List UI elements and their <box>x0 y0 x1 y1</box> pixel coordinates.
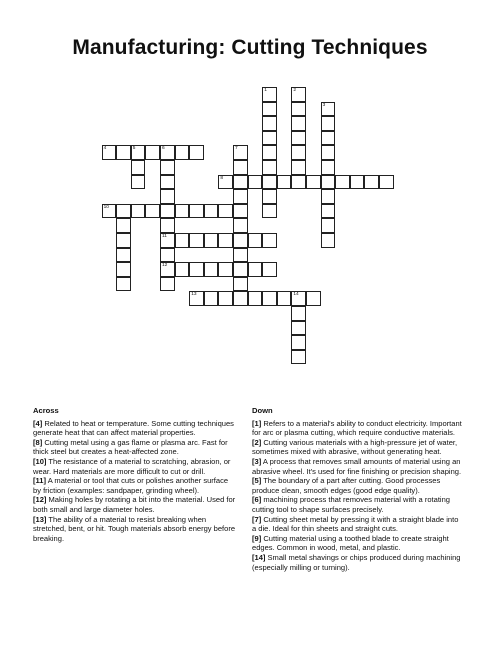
grid-cell[interactable] <box>102 204 117 219</box>
grid-cell[interactable] <box>306 291 321 306</box>
grid-cell[interactable] <box>233 291 248 306</box>
clue-text: A process that removes small amounts of material using an abrasive wheel. It's used for fine finishing or precision shaping. <box>252 456 462 476</box>
grid-cell[interactable] <box>160 145 175 160</box>
clue-text: Refers to a material's ability to conduct electricity. Important for arc or plasma cutting, which require conductive materials. <box>252 418 462 438</box>
clue-item <box>252 438 464 457</box>
grid-cell[interactable] <box>160 204 175 219</box>
clue-text: Related to heat or temperature. Some cutting techniques generate heat that can affect material properties. <box>33 418 234 438</box>
grid-cell[interactable] <box>321 102 336 117</box>
grid-cell[interactable] <box>291 102 306 117</box>
clue-label: [2] <box>252 437 262 447</box>
clue-item <box>252 419 464 438</box>
grid-cell[interactable] <box>204 204 219 219</box>
grid-cell[interactable] <box>233 175 248 190</box>
clue-item <box>252 495 464 514</box>
grid-cell[interactable] <box>233 189 248 204</box>
clue-item <box>33 438 238 457</box>
clue-number: 4 <box>103 146 107 152</box>
grid-cell[interactable] <box>116 204 131 219</box>
down-clues <box>252 406 464 572</box>
grid-cell[interactable] <box>291 131 306 146</box>
grid-cell[interactable] <box>291 306 306 321</box>
grid-cell[interactable] <box>291 321 306 336</box>
clue-text: Cutting material using a toothed blade to create straight edges. Common in wood, metal, and plastic. <box>252 533 449 553</box>
grid-cell[interactable] <box>379 175 394 190</box>
clue-item <box>33 476 238 495</box>
clue-label: [12] <box>33 495 47 505</box>
grid-cell[interactable] <box>204 233 219 248</box>
clue-text: Making holes by rotating a bit into the material. Used for both small and large diameter holes. <box>33 495 236 514</box>
grid-cell[interactable] <box>233 204 248 219</box>
grid-cell[interactable] <box>160 248 175 263</box>
grid-cell[interactable] <box>145 145 160 160</box>
clue-text: Cutting sheet metal by pressing it with a straight blade into a die. Ideal for thin sheets and straight cuts. <box>252 514 459 534</box>
grid-cell[interactable] <box>160 233 175 248</box>
grid-cell[interactable] <box>145 204 160 219</box>
grid-cell[interactable] <box>116 218 131 233</box>
grid-cell[interactable] <box>160 175 175 190</box>
across-clues <box>33 406 238 543</box>
clue-label: [1] <box>252 418 262 428</box>
clue-label: [8] <box>33 437 43 447</box>
grid-cell[interactable] <box>218 262 233 277</box>
grid-cell[interactable] <box>204 262 219 277</box>
grid-cell[interactable] <box>116 277 131 292</box>
grid-cell[interactable] <box>291 145 306 160</box>
grid-cell[interactable] <box>321 233 336 248</box>
grid-cell[interactable] <box>189 291 204 306</box>
grid-cell[interactable] <box>291 116 306 131</box>
grid-cell[interactable] <box>218 291 233 306</box>
grid-cell[interactable] <box>291 335 306 350</box>
grid-cell[interactable] <box>160 189 175 204</box>
clue-text: The ability of a material to resist breaking when stretched, bent, or hit. Tough materials absorb energy before breaking. <box>33 514 236 543</box>
grid-cell[interactable] <box>175 233 190 248</box>
grid-cell[interactable] <box>321 204 336 219</box>
grid-cell[interactable] <box>291 175 306 190</box>
clue-text: Cutting metal using a gas flame or plasma arc. Fast for thick steel but creates a heat-affected zone. <box>33 437 228 457</box>
clue-item <box>252 457 464 476</box>
grid-cell[interactable] <box>291 160 306 175</box>
grid-cell[interactable] <box>189 145 204 160</box>
grid-cell[interactable] <box>321 131 336 146</box>
grid-cell[interactable] <box>116 248 131 263</box>
grid-cell[interactable] <box>321 116 336 131</box>
clue-number: 7 <box>235 146 238 152</box>
clue-item <box>252 553 464 572</box>
grid-cell[interactable] <box>321 189 336 204</box>
grid-cell[interactable] <box>291 87 306 102</box>
clue-number: 6 <box>162 146 165 152</box>
clue-text: machining process that removes material with a rotating cutting tool to shape surfaces precisely. <box>252 495 450 514</box>
grid-cell[interactable] <box>321 218 336 233</box>
grid-cell[interactable] <box>350 175 365 190</box>
clue-label: [11] <box>33 476 47 486</box>
grid-cell[interactable] <box>262 160 277 175</box>
clue-item <box>33 515 238 544</box>
grid-cell[interactable] <box>175 204 190 219</box>
clue-number: 11 <box>162 234 167 239</box>
clue-number: 8 <box>220 175 224 181</box>
clue-number: 12 <box>162 263 168 269</box>
grid-cell[interactable] <box>262 291 277 306</box>
grid-cell[interactable] <box>189 262 204 277</box>
grid-cell[interactable] <box>321 160 336 175</box>
grid-cell[interactable] <box>306 175 321 190</box>
grid-cell[interactable] <box>262 102 277 117</box>
grid-cell[interactable] <box>189 233 204 248</box>
clue-label: [10] <box>33 456 47 466</box>
grid-cell[interactable] <box>116 262 131 277</box>
grid-cell[interactable] <box>131 204 146 219</box>
clue-label: [13] <box>33 514 47 524</box>
grid-cell[interactable] <box>262 131 277 146</box>
clue-label: [5] <box>252 476 262 486</box>
clue-item <box>252 476 464 495</box>
clue-text: Cutting various materials with a high-pressure jet of water, sometimes mixed with abrasive, without generating heat. <box>252 437 458 457</box>
grid-cell[interactable] <box>248 262 263 277</box>
clue-text: A material or tool that cuts or polishes another surface by friction (examples: sandpaper, grinding wheel). <box>33 476 229 495</box>
grid-cell[interactable] <box>321 175 336 190</box>
grid-cell[interactable] <box>189 204 204 219</box>
grid-cell[interactable] <box>233 145 248 160</box>
grid-cell[interactable] <box>277 291 292 306</box>
grid-cell[interactable] <box>262 233 277 248</box>
grid-cell[interactable] <box>277 175 292 190</box>
grid-cell[interactable] <box>116 233 131 248</box>
grid-cell[interactable] <box>218 175 233 190</box>
clue-number: 13 <box>191 292 197 298</box>
grid-cell[interactable] <box>262 204 277 219</box>
clue-number: 1 <box>264 88 267 93</box>
grid-cell[interactable] <box>262 175 277 190</box>
down-heading: Down <box>252 406 273 415</box>
grid-cell[interactable] <box>102 145 117 160</box>
grid-cell[interactable] <box>262 145 277 160</box>
grid-cell[interactable] <box>233 233 248 248</box>
grid-cell[interactable] <box>160 218 175 233</box>
grid-cell[interactable] <box>335 175 350 190</box>
grid-cell[interactable] <box>233 262 248 277</box>
clue-label: [9] <box>252 533 262 543</box>
clue-item <box>252 515 464 534</box>
grid-cell[interactable] <box>262 87 277 102</box>
clue-item <box>33 419 238 438</box>
grid-cell[interactable] <box>262 116 277 131</box>
grid-cell[interactable] <box>233 277 248 292</box>
clue-item <box>33 495 238 514</box>
clue-label: [7] <box>252 514 262 524</box>
across-heading: Across <box>33 406 59 415</box>
clue-number: 3 <box>322 102 326 108</box>
grid-cell[interactable] <box>175 145 190 160</box>
grid-cell[interactable] <box>204 291 219 306</box>
clue-item <box>252 534 464 553</box>
grid-cell[interactable] <box>233 218 248 233</box>
grid-cell[interactable] <box>321 145 336 160</box>
grid-cell[interactable] <box>218 233 233 248</box>
grid-cell[interactable] <box>116 145 131 160</box>
grid-cell[interactable] <box>291 291 306 306</box>
page-title: Manufacturing: Cutting Techniques <box>72 36 428 59</box>
clue-label: [14] <box>252 552 266 562</box>
grid-cell[interactable] <box>160 277 175 292</box>
grid-cell[interactable] <box>248 175 263 190</box>
grid-cell[interactable] <box>233 248 248 263</box>
clue-text: The resistance of a material to scratching, abrasion, or wear. Hard materials are more difficult to cut or drill. <box>33 456 231 476</box>
grid-cell[interactable] <box>291 350 306 365</box>
grid-cell[interactable] <box>262 189 277 204</box>
clue-text: Small metal shavings or chips produced during machining (especially milling or turning). <box>252 552 461 572</box>
grid-cell[interactable] <box>248 291 263 306</box>
clue-number: 2 <box>293 88 297 93</box>
clue-number: 10 <box>103 204 109 210</box>
grid-cell[interactable] <box>364 175 379 190</box>
grid-cell[interactable] <box>131 175 146 190</box>
clue-label: [4] <box>33 418 43 428</box>
grid-cell[interactable] <box>160 262 175 277</box>
grid-cell[interactable] <box>248 233 263 248</box>
clue-item <box>33 457 238 476</box>
grid-cell[interactable] <box>160 160 175 175</box>
grid-cell[interactable] <box>131 145 146 160</box>
clue-number: 14 <box>293 292 299 298</box>
grid-cell[interactable] <box>131 160 146 175</box>
clue-number: 5 <box>132 146 136 152</box>
clue-text: The boundary of a part after cutting. Good processes produce clean, smooth edges (good edge quality). <box>252 476 441 495</box>
grid-cell[interactable] <box>218 204 233 219</box>
grid-cell[interactable] <box>233 160 248 175</box>
grid-cell[interactable] <box>175 262 190 277</box>
clue-label: [3] <box>252 456 262 466</box>
grid-cell[interactable] <box>262 262 277 277</box>
clue-label: [6] <box>252 495 262 505</box>
